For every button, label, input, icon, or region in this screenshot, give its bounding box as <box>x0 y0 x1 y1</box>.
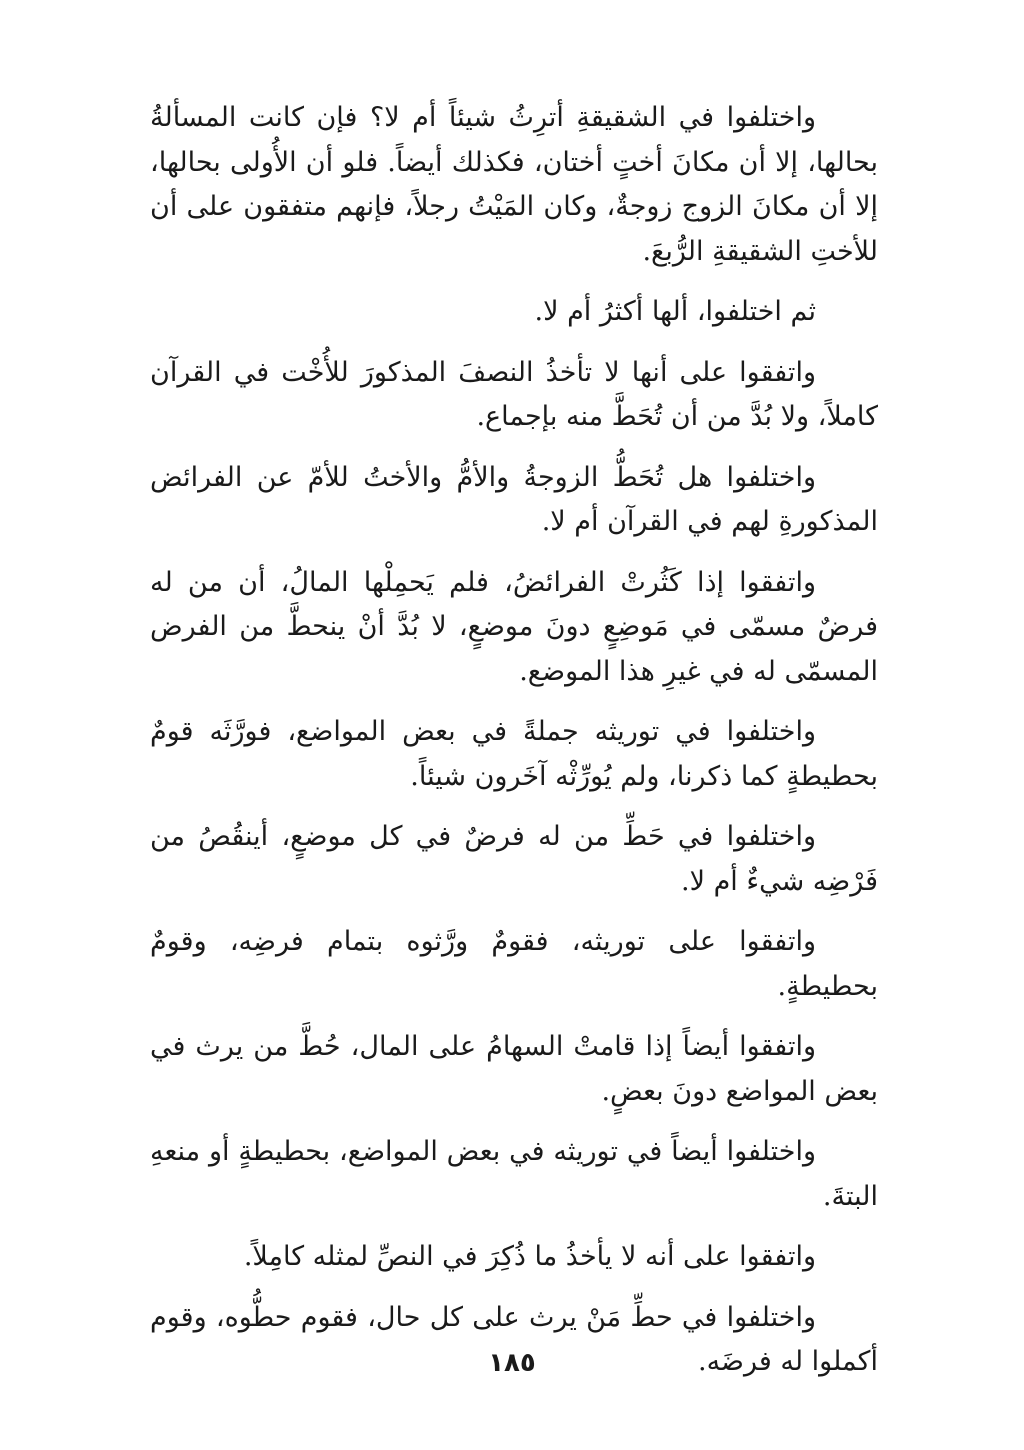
page-number: ١٨٥ <box>488 1348 536 1378</box>
page-body-text <box>150 96 878 1401</box>
paragraph: ثم اختلفوا، ألها أكثرُ أم لا. <box>534 296 816 327</box>
paragraph: واتفقوا على أنه لا يأخذُ ما ذُكِرَ في النصِّ لمثله كامِلاً. <box>243 1241 816 1272</box>
paragraph: واختلفوا في توريثه جملةً في بعض المواضع، فورَّثَه قومٌ بحطيطةٍ كما ذكرنا، ولم يُورِّثْه آخَرون شيئاً. <box>150 716 878 792</box>
paragraph: واختلفوا هل تُحَطُّ الزوجةُ والأمُّ والأختُ للأمّ عن الفرائض المذكورةِ لهم في القرآن أم لا. <box>150 461 878 537</box>
paragraph: واختلفوا في حطِّ مَنْ يرث على كل حال، فقوم حطُّوه، وقوم أكملوا له فرضَه. <box>150 1301 878 1377</box>
paragraph: واتفقوا على أنها لا تأخذُ النصفَ المذكورَ للأُخْت في القرآن كاملاً، ولا بُدَّ من أن تُحَطَّ منه بإجماع. <box>150 356 878 432</box>
paragraph: واختلفوا في الشقيقةِ أترِثُ شيئاً أم لا؟ فإن كانت المسألةُ بحالها، إلا أن مكانَ أختٍ أختان، فكذلك أيضاً. فلو أن الأُولى بحالها، إلا أن مكانَ الزوج زوجةٌ، وكان المَيْتُ رجلاً، فإنهم متفقون على أن للأختِ الشقيقةِ الرُّبعَ. <box>150 102 878 267</box>
paragraph: واختلفوا أيضاً في توريثه في بعض المواضع، بحطيطةٍ أو منعهِ البتةَ. <box>150 1136 878 1212</box>
paragraph: واتفقوا أيضاً إذا قامتْ السهامُ على المال، حُطَّ من يرث في بعض المواضع دونَ بعضٍ. <box>150 1031 878 1107</box>
paragraph: واختلفوا في حَطِّ من له فرضٌ في كل موضعٍ، أينقُصُ من فَرْضِه شيءٌ أم لا. <box>150 821 878 897</box>
paragraph: واتفقوا على توريثه، فقومٌ ورَّثوه بتمام فرضِه، وقومٌ بحطيطةٍ. <box>150 926 878 1002</box>
paragraph: واتفقوا إذا كَثُرتْ الفرائضُ، فلم يَحمِلْها المالُ، أن من له فرضٌ مسمّى في مَوضِعٍ دونَ موضعٍ، لا بُدَّ أنْ ينحطَّ من الفرض المسمّى له في غيرِ هذا الموضع. <box>150 566 878 687</box>
